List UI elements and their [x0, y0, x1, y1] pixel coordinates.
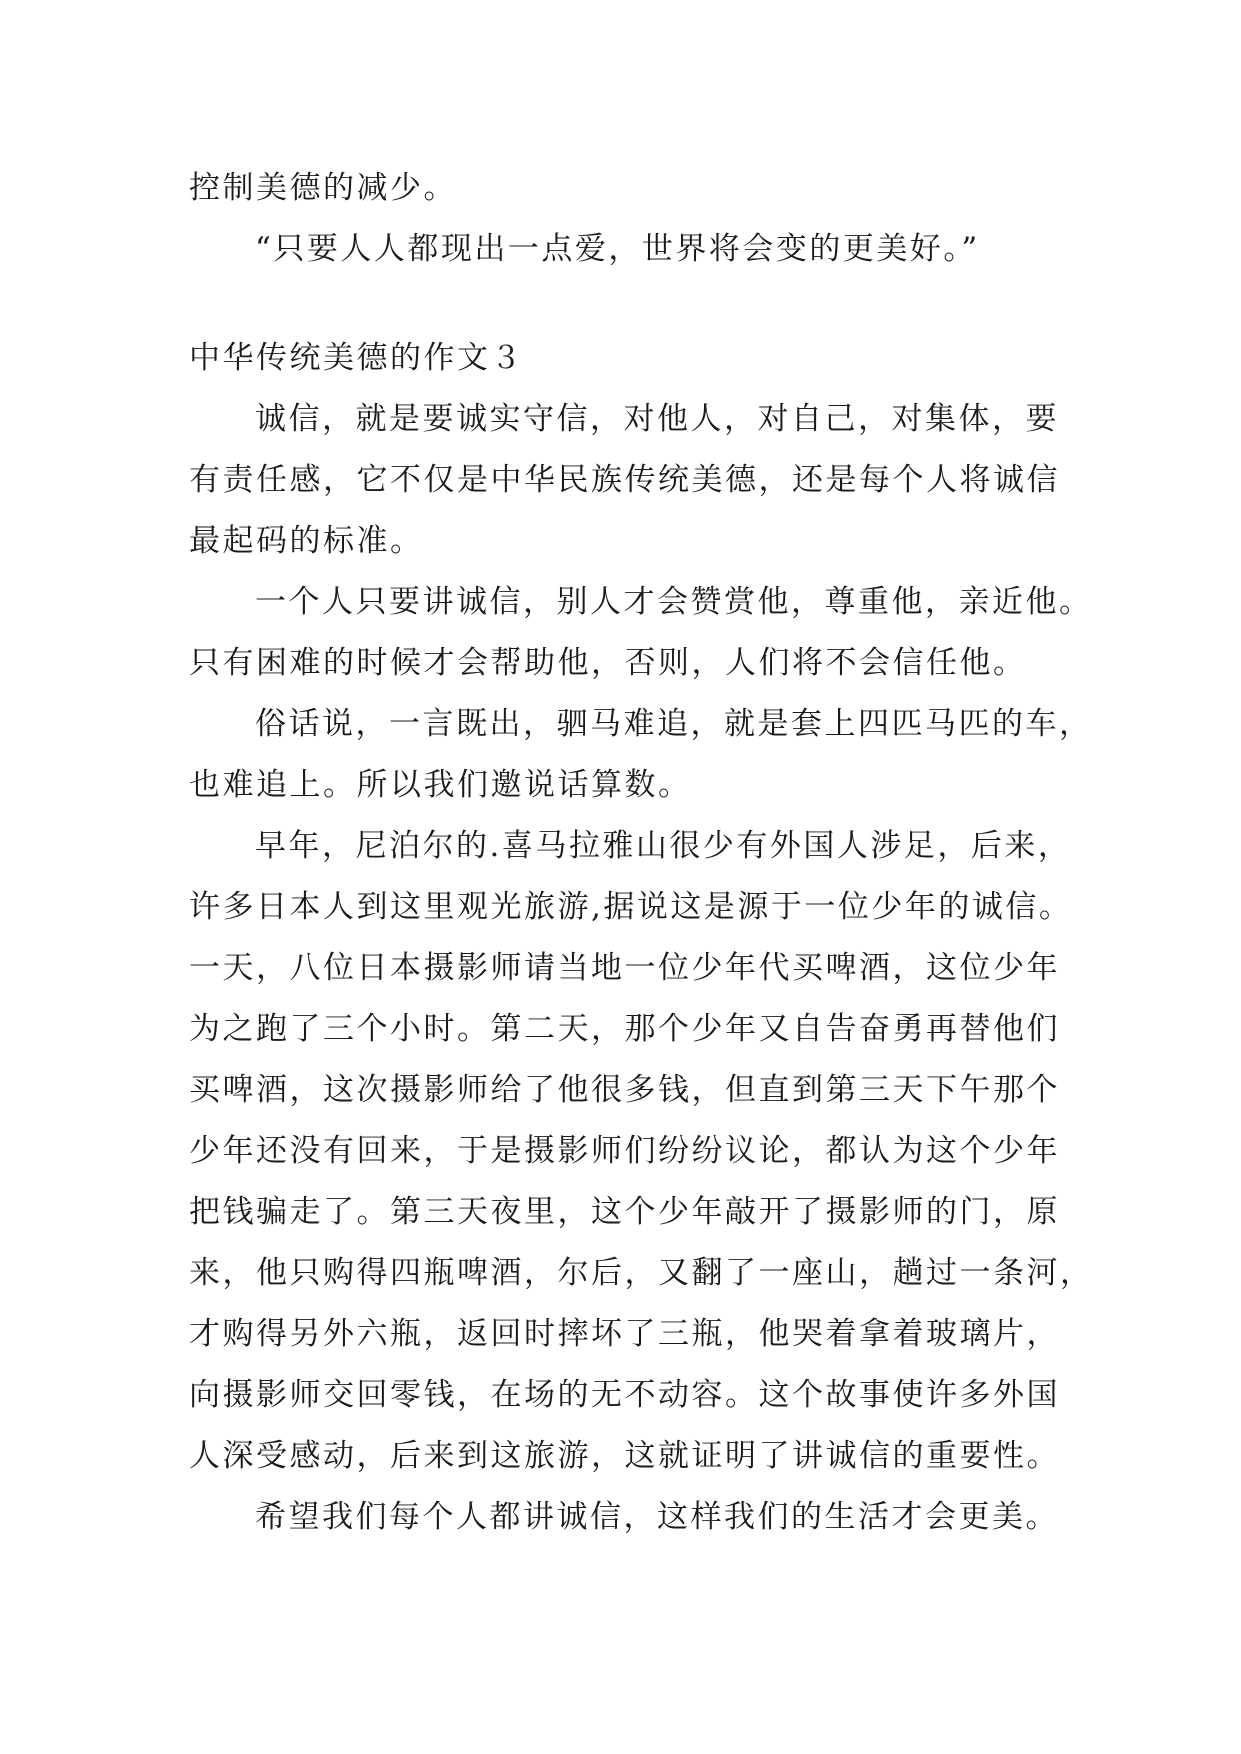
- section-heading: 中华传统美德的作文３: [189, 340, 524, 376]
- text-line: 把钱骗走了。第三天夜里，这个少年敲开了摄影师的门，原: [189, 1194, 1060, 1230]
- text-line: 诚信，就是要诚实守信，对他人，对自己，对集体，要: [255, 401, 1059, 437]
- text-line: 早年，尼泊尔的.喜马拉雅山很少有外国人涉足，后来，: [255, 828, 1072, 864]
- text-line: 也难追上。所以我们邀说话算数。: [189, 767, 692, 803]
- text-line: 一个人只要讲诚信，别人才会赞赏他，尊重他，亲近他。: [255, 584, 1093, 620]
- text-line: 希望我们每个人都讲诚信，这样我们的生活才会更美。: [255, 1499, 1059, 1535]
- text-line: 向摄影师交回零钱，在场的无不动容。这个故事使许多外国: [189, 1377, 1060, 1413]
- paragraph-gap: [189, 280, 1069, 328]
- text-line: 来，他只购得四瓶啤酒，尔后，又翻了一座山，趟过一条河，: [189, 1255, 1094, 1291]
- text-line: 俗话说，一言既出，驷马难追，就是套上四匹马匹的车，: [255, 706, 1093, 742]
- text-line: 许多日本人到这里观光旅游,据说这是源于一位少年的诚信。: [189, 889, 1073, 925]
- quote-line: “只要人人都现出一点爱，世界将会变的更美好。”: [255, 231, 980, 267]
- text-line: 控制美德的减少。: [189, 170, 457, 206]
- text-line: 只有困难的时候才会帮助他，否则，人们将不会信任他。: [189, 645, 1027, 681]
- text-line: 少年还没有回来，于是摄影师们纷纷议论，都认为这个少年: [189, 1133, 1060, 1169]
- text-line: 有责任感，它不仅是中华民族传统美德，还是每个人将诚信: [189, 462, 1060, 498]
- text-line: 买啤酒，这次摄影师给了他很多钱，但直到第三天下午那个: [189, 1072, 1060, 1108]
- text-line: 最起码的标准。: [189, 523, 424, 559]
- text-line: 才购得另外六瓶，返回时摔坏了三瓶，他哭着拿着玻璃片，: [189, 1316, 1060, 1352]
- text-line: 一天，八位日本摄影师请当地一位少年代买啤酒，这位少年: [189, 950, 1060, 986]
- text-line: 为之跑了三个小时。第二天，那个少年又自告奋勇再替他们: [189, 1011, 1060, 1047]
- text-line: 人深受感动，后来到这旅游，这就证明了讲诚信的重要性。: [189, 1438, 1060, 1474]
- document-body: [189, 158, 1094, 1548]
